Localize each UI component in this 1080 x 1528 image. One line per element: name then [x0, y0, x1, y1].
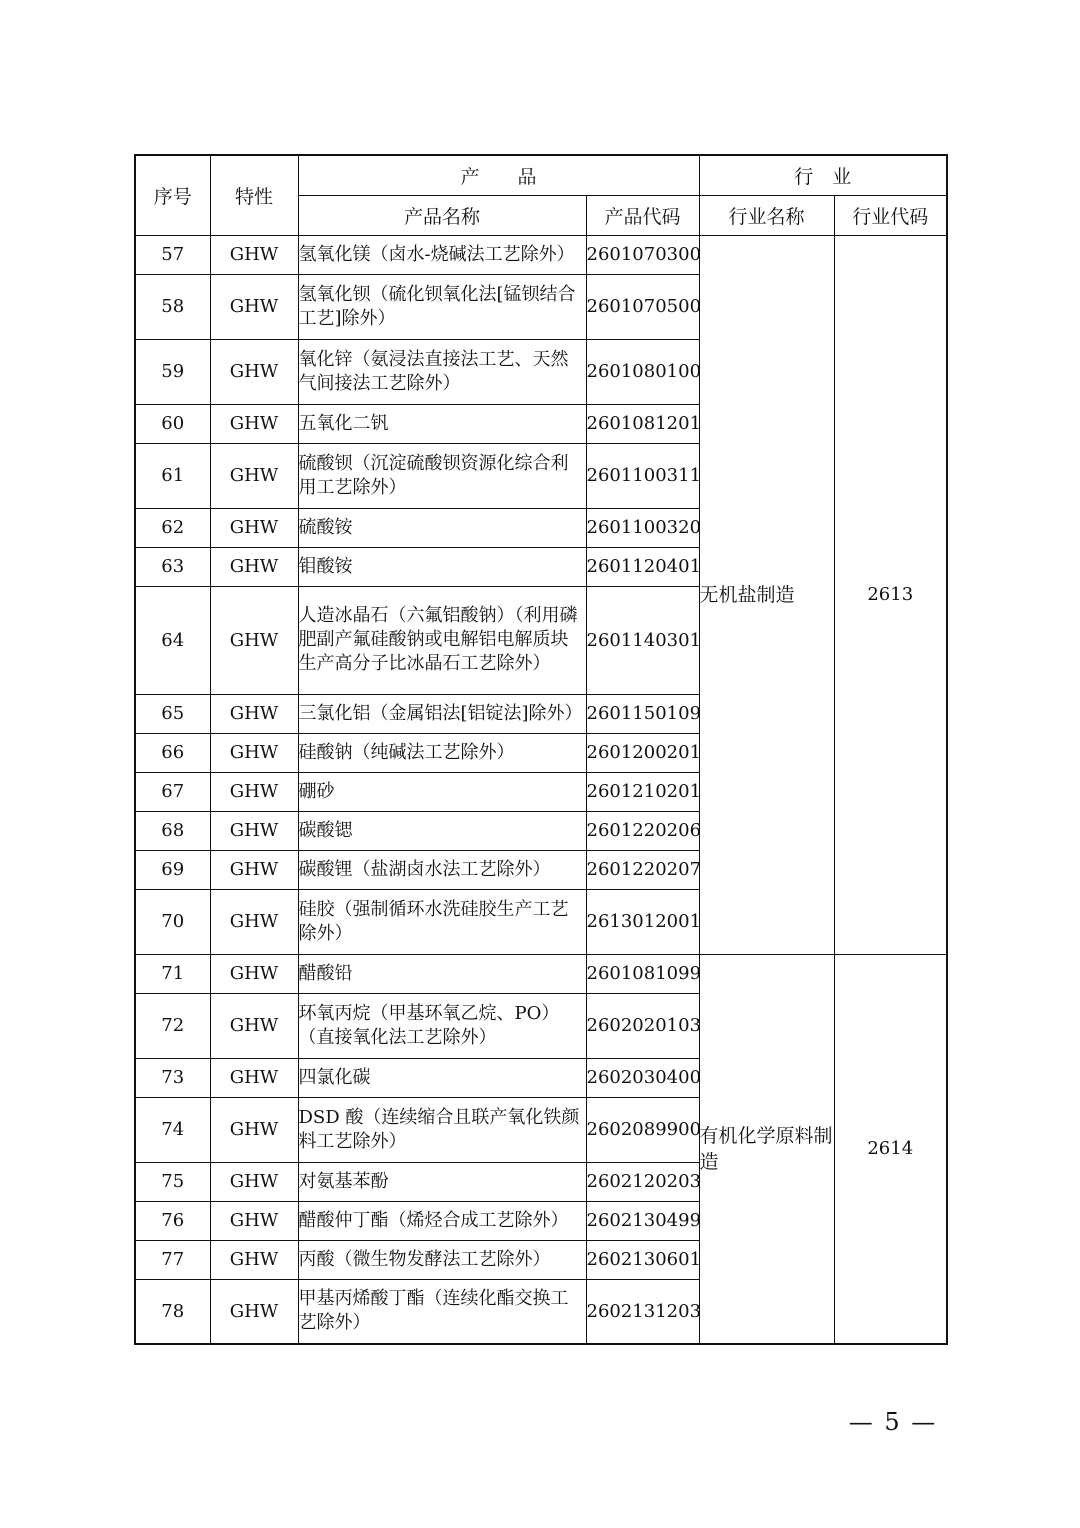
row-attribute: GHW [210, 339, 298, 404]
product-name: 硫酸钡（沉淀硫酸钡资源化综合利用工艺除外） [298, 443, 586, 508]
row-number: 65 [135, 694, 210, 733]
row-number: 59 [135, 339, 210, 404]
row-number: 61 [135, 443, 210, 508]
row-attribute: GHW [210, 586, 298, 694]
row-attribute: GHW [210, 811, 298, 850]
header-industry-name: 行业名称 [699, 195, 834, 235]
product-code: 2601081099 [586, 954, 699, 993]
product-code: 2602020103 [586, 993, 699, 1058]
product-name: 氧化锌（氨浸法直接法工艺、天然气间接法工艺除外） [298, 339, 586, 404]
product-code: 2602130601 [586, 1240, 699, 1279]
product-code: 2602131203 [586, 1279, 699, 1344]
row-attribute: GHW [210, 954, 298, 993]
industry-code: 2613 [834, 235, 947, 954]
row-attribute: GHW [210, 1240, 298, 1279]
product-name: 硅胶（强制循环水洗硅胶生产工艺除外） [298, 889, 586, 954]
product-code: 2602130499 [586, 1201, 699, 1240]
row-attribute: GHW [210, 772, 298, 811]
product-name: 碳酸锶 [298, 811, 586, 850]
row-attribute: GHW [210, 235, 298, 274]
product-code: 2602120203 [586, 1162, 699, 1201]
product-name: 碳酸锂（盐湖卤水法工艺除外） [298, 850, 586, 889]
product-name: 四氯化碳 [298, 1058, 586, 1097]
row-number: 73 [135, 1058, 210, 1097]
row-number: 57 [135, 235, 210, 274]
row-number: 72 [135, 993, 210, 1058]
product-code: 2601140301 [586, 586, 699, 694]
product-code: 2601150109 [586, 694, 699, 733]
row-attribute: GHW [210, 274, 298, 339]
row-number: 67 [135, 772, 210, 811]
header-industry-code: 行业代码 [834, 195, 947, 235]
product-catalog-table [134, 154, 948, 1345]
product-code: 2601220207 [586, 850, 699, 889]
product-code: 2601120401 [586, 547, 699, 586]
product-name: 五氧化二钒 [298, 404, 586, 443]
product-code: 2613012001 [586, 889, 699, 954]
row-number: 77 [135, 1240, 210, 1279]
page-number: — 5 — [848, 1408, 938, 1436]
header-seq: 序号 [135, 155, 210, 235]
row-attribute: GHW [210, 1279, 298, 1344]
product-name: 硅酸钠（纯碱法工艺除外） [298, 733, 586, 772]
row-attribute: GHW [210, 733, 298, 772]
row-number: 62 [135, 508, 210, 547]
header-row-1 [135, 155, 947, 195]
row-number: 78 [135, 1279, 210, 1344]
product-name: 甲基丙烯酸丁酯（连续化酯交换工艺除外） [298, 1279, 586, 1344]
row-number: 74 [135, 1097, 210, 1162]
row-number: 63 [135, 547, 210, 586]
row-attribute: GHW [210, 508, 298, 547]
row-attribute: GHW [210, 1058, 298, 1097]
product-code: 2601070500 [586, 274, 699, 339]
product-name: 氢氧化镁（卤水-烧碱法工艺除外） [298, 235, 586, 274]
product-code: 2602030400 [586, 1058, 699, 1097]
product-code: 2601080100 [586, 339, 699, 404]
product-code: 2601100311 [586, 443, 699, 508]
header-product: 产 品 [298, 155, 699, 195]
product-name: 硼砂 [298, 772, 586, 811]
row-number: 76 [135, 1201, 210, 1240]
product-name: 人造冰晶石（六氟铝酸钠）（利用磷肥副产氟硅酸钠或电解铝电解质块生产高分子比冰晶石工艺除外） [298, 586, 586, 694]
table-row [135, 954, 947, 993]
product-code: 2601210201 [586, 772, 699, 811]
row-attribute: GHW [210, 547, 298, 586]
row-attribute: GHW [210, 889, 298, 954]
header-attr: 特性 [210, 155, 298, 235]
row-attribute: GHW [210, 443, 298, 508]
row-attribute: GHW [210, 404, 298, 443]
row-attribute: GHW [210, 993, 298, 1058]
row-number: 69 [135, 850, 210, 889]
product-code: 2601200201 [586, 733, 699, 772]
row-number: 60 [135, 404, 210, 443]
product-name: 醋酸铅 [298, 954, 586, 993]
header-product-name: 产品名称 [298, 195, 586, 235]
row-attribute: GHW [210, 694, 298, 733]
industry-name: 无机盐制造 [699, 235, 834, 954]
product-code: 2601100320 [586, 508, 699, 547]
row-attribute: GHW [210, 1201, 298, 1240]
row-number: 71 [135, 954, 210, 993]
product-name: 对氨基苯酚 [298, 1162, 586, 1201]
row-number: 58 [135, 274, 210, 339]
row-number: 68 [135, 811, 210, 850]
row-number: 66 [135, 733, 210, 772]
table-row [135, 235, 947, 274]
product-code: 2601070300 [586, 235, 699, 274]
product-name: 醋酸仲丁酯（烯烃合成工艺除外） [298, 1201, 586, 1240]
industry-code: 2614 [834, 954, 947, 1344]
row-number: 64 [135, 586, 210, 694]
product-name: 硫酸铵 [298, 508, 586, 547]
row-number: 70 [135, 889, 210, 954]
header-industry: 行 业 [699, 155, 947, 195]
product-code: 2601081201 [586, 404, 699, 443]
product-name: 氢氧化钡（硫化钡氧化法[锰钡结合工艺]除外） [298, 274, 586, 339]
product-name: 环氧丙烷（甲基环氧乙烷、PO）（直接氧化法工艺除外） [298, 993, 586, 1058]
product-name: 钼酸铵 [298, 547, 586, 586]
product-name: DSD 酸（连续缩合且联产氧化铁颜料工艺除外） [298, 1097, 586, 1162]
product-name: 三氯化铝（金属铝法[铝锭法]除外） [298, 694, 586, 733]
product-code: 2602089900 [586, 1097, 699, 1162]
row-number: 75 [135, 1162, 210, 1201]
row-attribute: GHW [210, 850, 298, 889]
product-name: 丙酸（微生物发酵法工艺除外） [298, 1240, 586, 1279]
row-attribute: GHW [210, 1097, 298, 1162]
header-product-code: 产品代码 [586, 195, 699, 235]
product-code: 2601220206 [586, 811, 699, 850]
industry-name: 有机化学原料制造 [699, 954, 834, 1344]
row-attribute: GHW [210, 1162, 298, 1201]
